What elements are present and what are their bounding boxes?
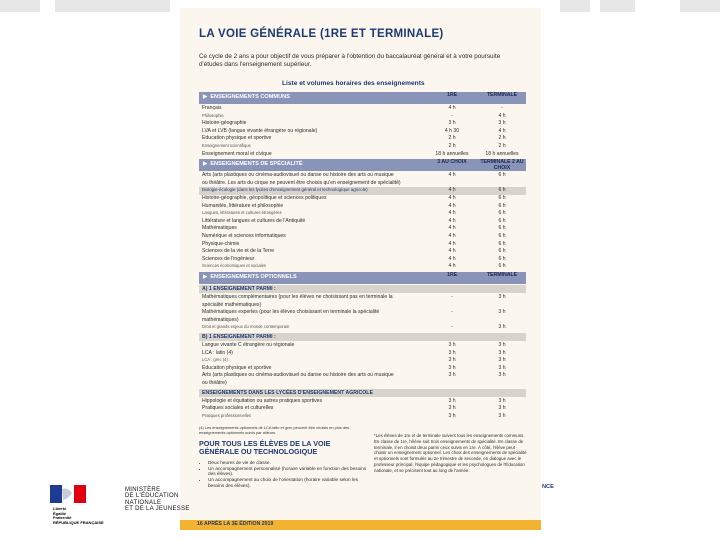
row-label: Sciences de l'ingénieur: [202, 255, 255, 262]
hours-terminale: 4 h: [498, 127, 506, 134]
marianne-flag-icon: [50, 485, 86, 503]
footer-text: 16 APRÈS LA 3E ÉDITION 2019: [197, 521, 274, 527]
row-label: Biologie-écologie (dans les lycées d'enseignement général et technologique agricole): [202, 187, 368, 193]
hours-terminale: 6 h: [498, 172, 506, 179]
hours-premiere: 2 h: [448, 143, 456, 149]
info-box-title: POUR TOUS LES ÉLÈVES DE LA VOIE GÉNÉRALE OU TECHNOLOGIQUE: [199, 439, 331, 457]
column-header-premiere: 1RE: [446, 272, 458, 278]
table-row: [199, 317, 526, 325]
hours-terminale: 6 h: [498, 233, 506, 239]
hours-premiere: 18 h annuelles: [435, 150, 469, 157]
table-row: [199, 405, 526, 413]
hours-terminale: 3 h: [498, 349, 506, 356]
table-row: [199, 187, 526, 195]
hours-premiere: 4 h: [448, 225, 456, 232]
row-label: Mathématiques: [202, 225, 237, 232]
ministry-line: ET DE LA JEUNESSE: [125, 506, 190, 513]
row-label: Sciences économiques et sociales: [202, 263, 267, 269]
table-subtitle: Liste et volumes horaires des enseignements: [282, 80, 425, 87]
table-row: [199, 372, 526, 380]
info-box-item: • Un accompagnement personnalisé (horaire variable en fonction des besoins des élèves).: [208, 466, 369, 478]
hours-premiere: 4 h: [448, 248, 456, 255]
row-label: Enseignement moral et civique: [202, 150, 272, 157]
row-label: Droit et grands enjeux du monde contemporain: [202, 324, 290, 330]
hours-terminale: 18 h annuelles: [485, 150, 519, 157]
section-header-label: [203, 94, 290, 100]
table-row: [199, 365, 526, 373]
section-header-text: ENSEIGNEMENTS OPTIONNELS: [210, 274, 297, 280]
hours-premiere: -: [451, 309, 453, 316]
arrow-icon: ▶: [203, 161, 208, 168]
column-header-terminale: TERMINALE: [486, 92, 518, 98]
section-header-label: [203, 161, 303, 167]
row-label: Philosophie: [202, 112, 224, 118]
table-row: [199, 233, 526, 241]
hours-terminale: 3 h: [498, 309, 506, 316]
row-label: Histoire-géographie: [202, 120, 247, 127]
table-row: [199, 380, 526, 388]
page-title: LA VOIE GÉNÉRALE (1RE ET TERMINALE): [199, 28, 444, 40]
footnote: (4) Les enseignements optionnels de LCA latin et grec peuvent être choisis en plus des enseignements optionnels suivis par ailleurs.: [199, 425, 350, 435]
table-row: [199, 128, 526, 136]
hours-terminale: 3 h: [498, 405, 506, 412]
hours-premiere: 3 h: [448, 372, 456, 379]
row-label: Arts (arts plastiques ou cinéma-audiovisuel ou danse ou histoire des arts ou musique: [202, 372, 394, 379]
hours-premiere: 4 h: [448, 202, 456, 209]
row-label: Français: [202, 105, 222, 111]
hours-terminale: 3 h: [498, 342, 506, 348]
row-label: Humanités, littérature et philosophie: [202, 202, 284, 209]
hours-premiere: -: [451, 324, 453, 331]
info-box: [199, 440, 369, 522]
hours-terminale: 3 h: [498, 357, 506, 364]
row-label: Mathématiques expertes (pour les élèves choisissant en terminale la spécialité: [202, 309, 380, 316]
info-box-list: [199, 460, 369, 490]
subgroup-label: ENSEIGNEMENTS DANS LES LYCÉES D'ENSEIGNEMENT AGRICOLE: [202, 389, 373, 396]
table-row: [199, 263, 526, 271]
row-label: LVA et LVB (langue vivante étrangère ou régionale): [202, 127, 318, 134]
motto-line: Liberté: [53, 506, 67, 511]
explanation-text: *Les élèves de 1re et de terminale suivent tous les enseignements communs. En classe de 1re, l'élève suit trois enseignements de spécialité. En classe de terminale, il en choisit deux parmi ceux suivis en 1re. À côté, l'élève peut choisir un enseignement optionnel. Les choix des enseignements de spécialité et optionnels sont formulés au 2e trimestre de seconde, en dialogue avec le professeur principal, l'équipe pédagogique et les psychologues de l'Éducation nationale, et se précisent tout au long de l'année.: [374, 433, 527, 473]
ministry-line: NATIONALE: [125, 499, 162, 506]
row-label: Enseignement scientifique: [202, 143, 251, 148]
hours-premiere: 2 h: [448, 135, 456, 142]
hours-terminale: 6 h: [498, 240, 506, 247]
row-label: Pratiques sociales et culturelles: [202, 405, 274, 412]
hours-terminale: 6 h: [498, 255, 506, 262]
subgroup-header: [199, 333, 526, 341]
row-label: Arts (arts plastiques ou cinéma-audiovisuel ou danse ou histoire des arts ou musique: [202, 172, 394, 179]
table-row: [199, 302, 526, 310]
hours-premiere: 3 h: [448, 364, 456, 371]
hours-terminale: -: [501, 105, 503, 111]
hours-premiere: 3 h: [448, 405, 456, 412]
hours-terminale: 6 h: [498, 210, 506, 217]
side-label: NCE: [542, 484, 554, 490]
section-header-label: [203, 274, 297, 280]
hours-terminale: 3 h: [498, 294, 506, 300]
table-row: [199, 350, 526, 358]
table-row: [199, 203, 526, 211]
hours-premiere: 4 h: [448, 240, 456, 247]
table-row: [199, 135, 526, 143]
hours-premiere: 3 h: [448, 349, 456, 356]
column-header-terminale: TERMINALE: [486, 272, 518, 278]
row-label: Numérique et sciences informatiques: [202, 233, 286, 239]
table-row: [199, 413, 526, 421]
table-row: [199, 256, 526, 264]
ministry-name: [125, 487, 190, 513]
table-row: [199, 143, 526, 151]
subgroup-label: B) 1 ENSEIGNEMENT PARMI :: [202, 334, 276, 340]
hours-terminale: 2 h: [498, 143, 506, 149]
arrow-icon: ▶: [203, 274, 208, 280]
table-row: [199, 180, 526, 188]
table-row: [199, 342, 526, 350]
hours-premiere: 3 h: [448, 412, 456, 419]
hours-terminale: 3 h: [498, 120, 506, 127]
info-box-item: • Un accompagnement au choix de l'orientation (horaire variable selon les besoins des élèves).: [208, 477, 369, 489]
column-header-premiere: 3 AU CHOIX: [437, 159, 467, 166]
ministry-line: MINISTÈRE: [125, 487, 161, 493]
section-header-text: ENSEIGNEMENTS COMMUNS: [210, 94, 290, 100]
table-row: [199, 195, 526, 203]
table-row: [199, 172, 526, 180]
hours-terminale: 6 h: [498, 202, 506, 209]
hours-terminale: 2 h: [498, 135, 506, 142]
row-label: ou théâtre): [202, 380, 227, 386]
footer-bar: [180, 520, 541, 530]
section-header-text: ENSEIGNEMENTS DE SPÉCIALITÉ: [210, 161, 303, 168]
hours-premiere: 3 h: [448, 357, 456, 364]
table-row: [199, 241, 526, 249]
column-header-premiere: 1RE: [446, 92, 458, 98]
hours-terminale: 4 h: [498, 112, 506, 119]
hours-terminale: 3 h: [498, 412, 506, 419]
section-header: [199, 92, 526, 104]
republic-logo: [50, 485, 110, 525]
hours-terminale: 6 h: [498, 217, 506, 224]
motto-line: Fraternité: [53, 515, 72, 521]
hours-premiere: 4 h: [448, 172, 456, 179]
section-header: [199, 159, 526, 171]
row-label: Langues, littératures et cultures étrangères: [202, 210, 282, 216]
hours-premiere: 4 h: [448, 187, 456, 194]
row-label: Éducation physique et sportive: [202, 135, 272, 142]
row-label: Physique-chimie: [202, 240, 240, 247]
hours-terminale: 3 h: [498, 324, 506, 331]
row-label: Mathématiques complémentaires (pour les élèves ne choisissant pas en terminale la: [202, 294, 393, 300]
table-row: [199, 294, 526, 302]
table-row: [199, 357, 526, 365]
table-row: [199, 309, 526, 317]
row-label: ou théâtre. Les arts du cirque ne peuvent être choisis qu'en enseignement de spécialité): [202, 179, 401, 186]
hours-premiere: -: [451, 112, 453, 119]
hours-premiere: 4 h: [448, 210, 456, 217]
row-label: Hippologie et équitation ou autres pratiques sportives: [202, 397, 323, 404]
hours-premiere: -: [451, 294, 453, 300]
hours-terminale: 3 h: [498, 364, 506, 371]
motto-line: RÉPUBLIQUE FRANÇAISE: [53, 519, 104, 525]
row-label: spécialité mathématiques): [202, 301, 262, 308]
table-row: [199, 218, 526, 226]
row-label: mathématiques): [202, 316, 239, 323]
hours-premiere: 3 h: [448, 342, 456, 348]
hours-terminale: 6 h: [498, 225, 506, 232]
arrow-icon: ▶: [203, 94, 208, 100]
ministry-line: DE L'ÉDUCATION: [125, 493, 179, 500]
column-header-terminale: TERMINALE 2 AU CHOIX: [480, 159, 524, 171]
republic-motto: [53, 507, 104, 525]
hours-premiere: 4 h: [448, 263, 456, 270]
intro-paragraph: Ce cycle de 2 ans a pour objectif de vous préparer à l'obtention du baccalauréat général et à votre poursuite d'études dans l'enseignement supérieur.: [199, 53, 501, 69]
hours-premiere: 4 h: [448, 217, 456, 224]
row-label: LCA : grec (4): [202, 357, 228, 363]
motto-line: Égalité: [53, 510, 67, 516]
info-box-item: • Deux heures de vie de classe.: [208, 460, 369, 466]
hours-terminale: 3 h: [498, 372, 506, 379]
hours-terminale: 6 h: [498, 187, 506, 194]
subgroup-header: [199, 285, 526, 293]
hours-premiere: 4 h: [448, 255, 456, 262]
table-row: [199, 248, 526, 256]
row-label: Littérature et langues et cultures de l'Antiquité: [202, 217, 306, 224]
table-row: [199, 324, 526, 332]
table-row: [199, 105, 526, 113]
hours-premiere: 3 h: [448, 397, 456, 404]
hours-premiere: 4 h: [448, 233, 456, 239]
section-header: [199, 272, 526, 284]
row-label: Éducation physique et sportive: [202, 364, 272, 371]
row-label: Langue vivante C étrangère ou régionale: [202, 342, 295, 348]
table-row: [199, 210, 526, 218]
row-label: LCA : latin (4): [202, 349, 233, 356]
table-row: [199, 151, 526, 159]
hours-terminale: 6 h: [498, 195, 506, 201]
row-label: Histoire-géographie, géopolitique et sciences politiques: [202, 195, 327, 201]
hours-premiere: 4 h 30: [444, 127, 460, 134]
hours-premiere: 4 h: [448, 195, 456, 201]
row-label: Pratiques professionnelles: [202, 412, 252, 418]
table-row: [199, 398, 526, 406]
document-page: [180, 8, 541, 530]
hours-premiere: 3 h: [448, 120, 456, 127]
subgroup-header: [199, 389, 526, 397]
row-label: Sciences de la vie et de la Terre: [202, 248, 275, 255]
hours-terminale: 6 h: [498, 248, 506, 255]
hours-premiere: 4 h: [448, 105, 456, 111]
hours-terminale: 3 h: [498, 397, 506, 404]
table-row: [199, 225, 526, 233]
subgroup-label: A) 1 ENSEIGNEMENT PARMI :: [202, 286, 276, 292]
table-row: [199, 113, 526, 121]
hours-terminale: 6 h: [498, 263, 506, 270]
table-row: [199, 120, 526, 128]
